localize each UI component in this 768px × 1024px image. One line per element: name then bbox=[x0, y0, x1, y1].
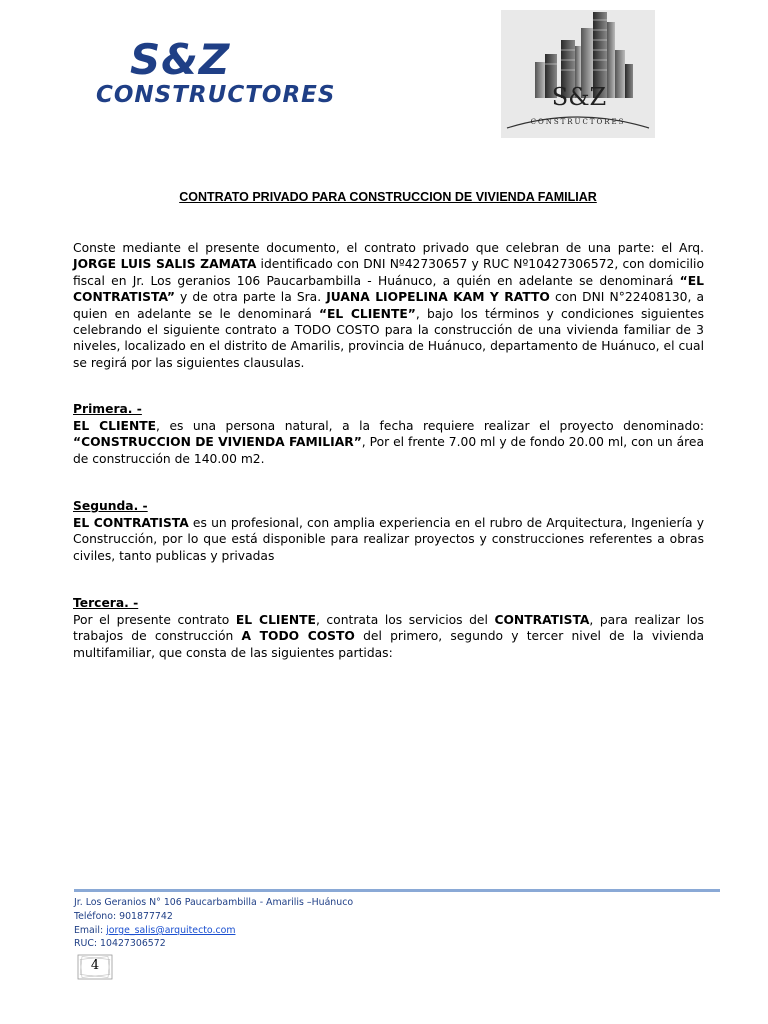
footer-phone: Teléfono: 901877742 bbox=[74, 911, 173, 922]
clause-body-primera bbox=[73, 418, 704, 467]
text-run: del primero, segundo y tercer nivel de la vivienda multifamiliar, que consta de las siguientes partidas: bbox=[73, 629, 704, 660]
footer-ruc: RUC: 10427306572 bbox=[74, 938, 166, 949]
clause-heading-segunda: Segunda. - bbox=[73, 499, 148, 513]
footer-email-link[interactable]: jorge_salis@arquitecto.com bbox=[106, 925, 236, 936]
text-run: con DNI N°22408130, a quien en adelante se le denominará bbox=[73, 290, 705, 321]
clause-body-segunda bbox=[73, 515, 704, 564]
clause-heading-tercera: Tercera. - bbox=[73, 596, 139, 610]
logo-initials: S&Z bbox=[130, 35, 231, 84]
text-run: , contrata los servicios del bbox=[315, 613, 495, 627]
bold-term: EL CLIENTE bbox=[235, 613, 316, 627]
clause-heading-primera: Primera. - bbox=[73, 402, 142, 416]
text-run: identificado con DNI Nº42730657 y RUC Nº10427306572, con domicilio fiscal en Jr. Los geranios 106 Paucarbambilla - Huánuco, a quién en adelante se denominará bbox=[73, 257, 704, 288]
bold-term: “EL CONTRATISTA” bbox=[73, 273, 704, 305]
bold-term: EL CONTRATISTA bbox=[73, 516, 189, 530]
badge-initials: S&Z bbox=[551, 83, 607, 111]
text-run: Conste mediante el presente documento, el contrato privado que celebran de una parte: el Arq. bbox=[73, 241, 704, 255]
text-run: , Por el frente 7.00 ml y de fondo 20.00 ml, con un área de construcción de 140.00 m2. bbox=[73, 435, 704, 466]
bold-term: JORGE LUIS SALIS ZAMATA bbox=[73, 257, 257, 272]
bold-term: EL CLIENTE bbox=[73, 419, 157, 433]
footer-email-label: Email: bbox=[74, 925, 107, 936]
intro-paragraph bbox=[73, 240, 704, 371]
text-run: , bajo los términos y condiciones siguientes celebrando el siguiente contrato a TODO COSTO para la construcción de una vivienda familiar de 3 niveles, localizado en el distrito de Amarilis, provincia de Huánuco, departamento de Huánuco, el cual se regirá por las siguientes clausulas. bbox=[73, 306, 704, 370]
badge-company-name: CONSTRUCTORES bbox=[530, 118, 626, 126]
footer-address: Jr. Los Geranios N° 106 Paucarbambilla - Amarilis –Huánuco bbox=[74, 897, 354, 908]
company-logo-badge bbox=[501, 10, 655, 138]
bold-term: “CONSTRUCCION DE VIVIENDA FAMILIAR” bbox=[73, 435, 362, 450]
bold-term: A TODO COSTO bbox=[241, 629, 355, 644]
text-run: , es una persona natural, a la fecha requiere realizar el proyecto denominado: bbox=[156, 419, 705, 433]
clause-body-tercera bbox=[73, 612, 704, 661]
document-title: CONTRATO PRIVADO PARA CONSTRUCCION DE VIVIENDA FAMILIAR bbox=[179, 190, 597, 204]
page-number-badge bbox=[75, 952, 115, 982]
page-number: 4 bbox=[90, 958, 100, 973]
logo-company-name: CONSTRUCTORES bbox=[96, 82, 336, 108]
text-run: y de otra parte la Sra. bbox=[174, 290, 327, 305]
footer-divider bbox=[74, 889, 720, 892]
text-run: es un profesional, con amplia experiencia en el rubro de Arquitectura, Ingeniería y Construcción, por lo que está disponible para realizar proyectos y construcciones referentes a obras civiles, tanto publicas y privadas bbox=[73, 516, 704, 563]
text-run: , para realizar los trabajos de construcción bbox=[73, 613, 705, 644]
bold-term: CONTRATISTA bbox=[494, 613, 590, 627]
text-run: Por el presente contrato bbox=[73, 613, 236, 627]
bold-term: “EL CLIENTE” bbox=[318, 306, 416, 321]
bold-term: JUANA LIOPELINA KAM Y RATTO bbox=[326, 290, 550, 305]
